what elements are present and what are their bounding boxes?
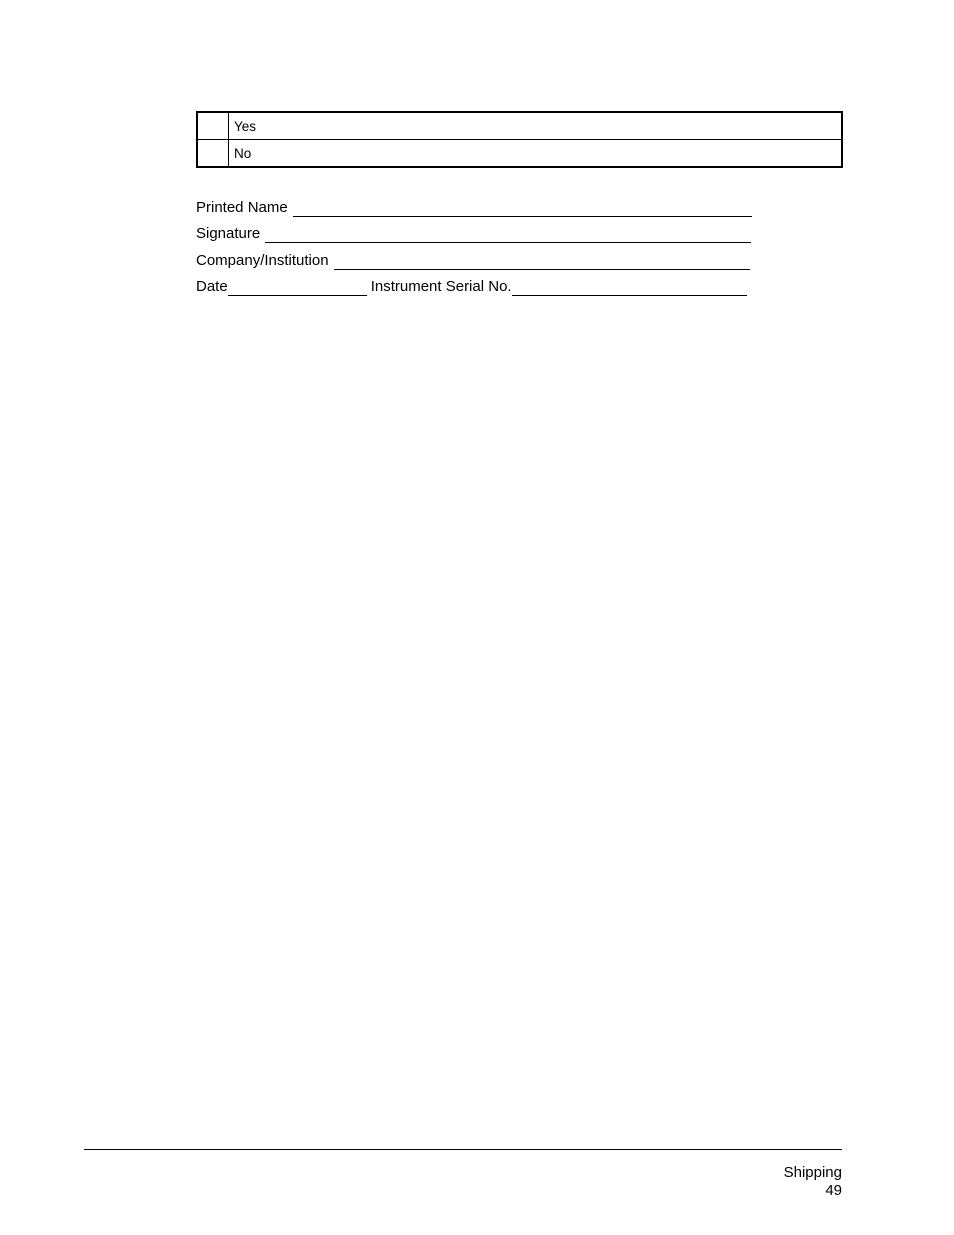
choice-row-yes	[197, 112, 842, 140]
printed-name-blank[interactable]	[293, 200, 752, 217]
printed-name-label: Printed Name	[196, 199, 288, 216]
signature-label: Signature	[196, 225, 261, 242]
company-line	[196, 250, 750, 270]
yes-label: Yes	[229, 112, 843, 140]
signature-line	[196, 223, 751, 243]
date-blank[interactable]	[228, 279, 367, 296]
choice-row-no	[197, 140, 842, 168]
company-blank[interactable]	[334, 253, 750, 270]
signature-blank[interactable]	[265, 226, 751, 243]
serial-blank[interactable]	[512, 279, 747, 296]
date-label: Date	[196, 278, 228, 295]
yes-no-choice-table	[196, 111, 843, 168]
date-serial-line	[196, 276, 747, 296]
footer-divider	[84, 1149, 842, 1150]
no-label: No	[229, 140, 843, 168]
footer-page-number: 49	[825, 1182, 842, 1199]
yes-checkbox[interactable]	[197, 112, 229, 140]
footer-section-title: Shipping	[783, 1164, 842, 1181]
company-label: Company/Institution	[196, 252, 329, 269]
printed-name-line	[196, 197, 752, 217]
no-checkbox[interactable]	[197, 140, 229, 168]
serial-label: Instrument Serial No.	[370, 278, 512, 295]
